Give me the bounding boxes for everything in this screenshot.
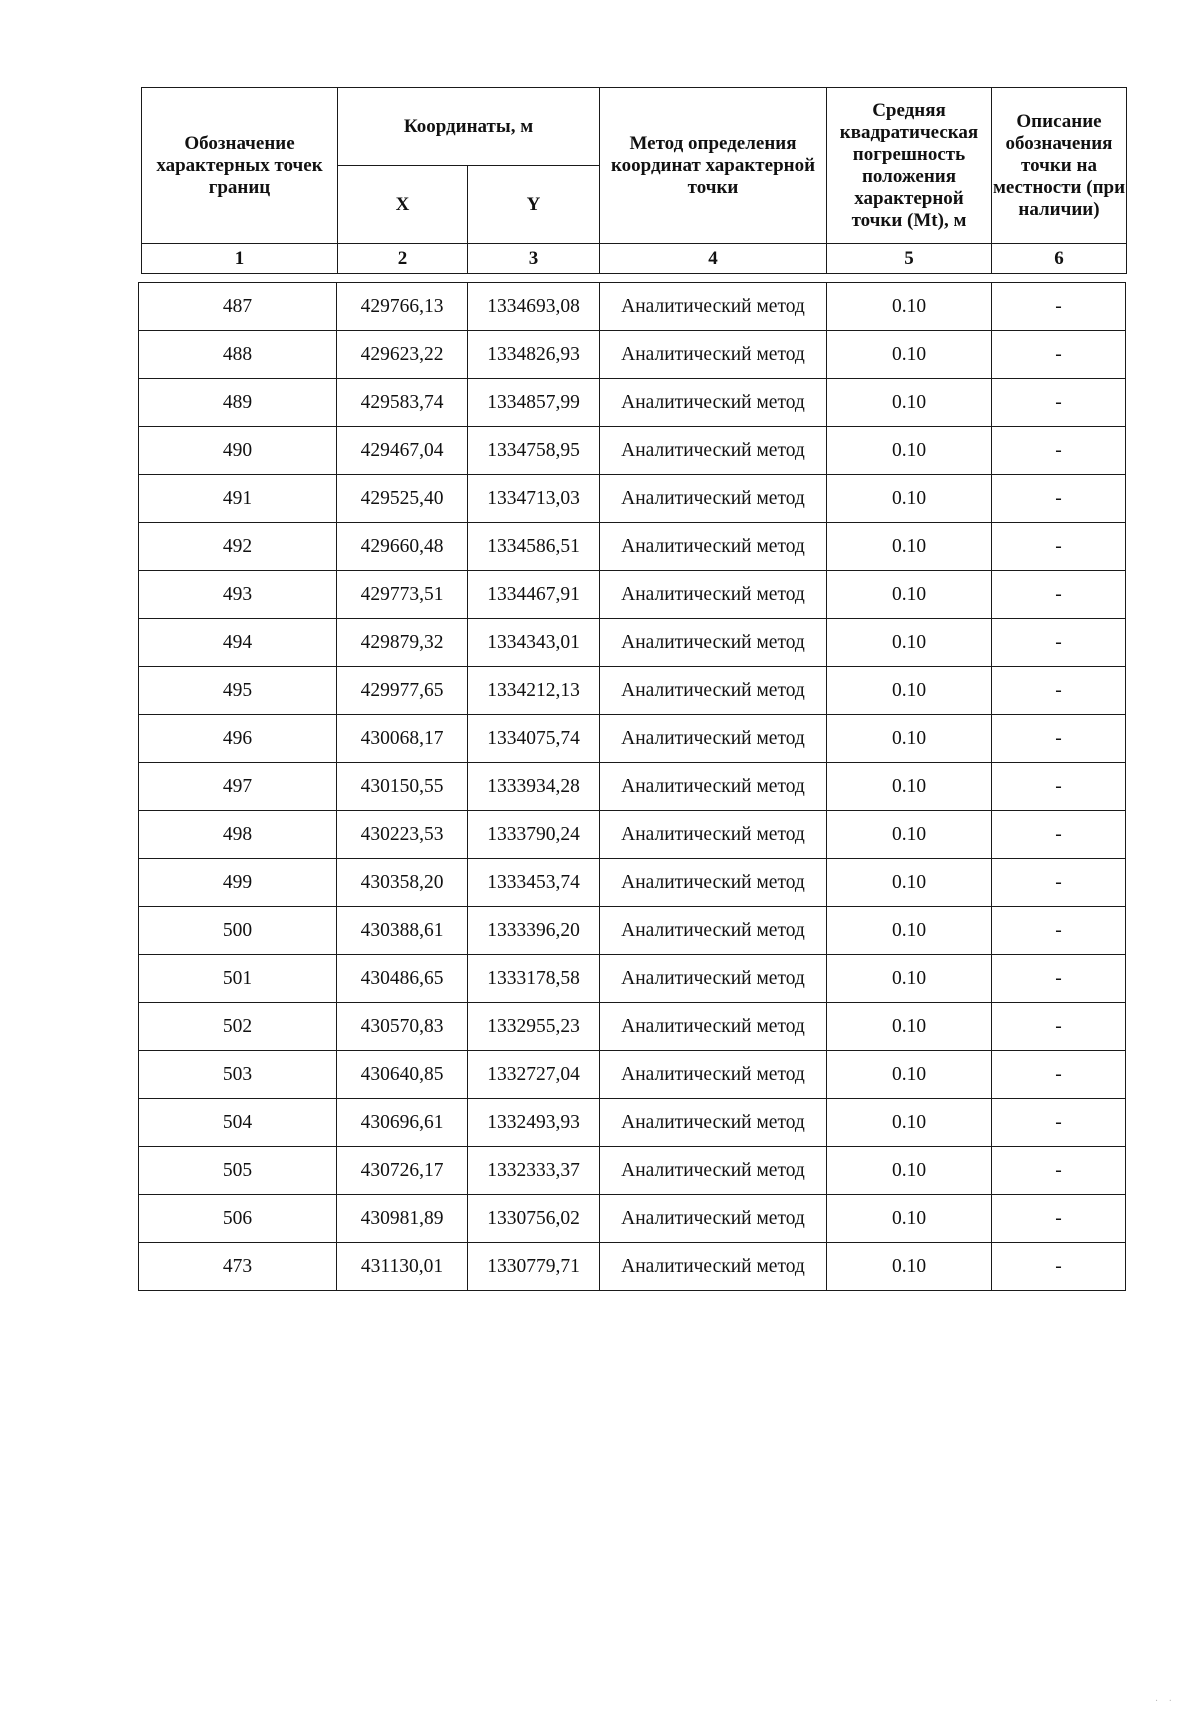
table-row [139, 379, 1126, 427]
table-row [139, 331, 1126, 379]
table-row [139, 1243, 1126, 1291]
cell-description: - [992, 1243, 1126, 1291]
scan-specks: · · [1154, 1696, 1176, 1707]
cell-description: - [992, 475, 1126, 523]
cell-y: 1334467,91 [468, 571, 600, 619]
cell-method: Аналитический метод [600, 427, 827, 475]
table-row [139, 619, 1126, 667]
table-row [139, 907, 1126, 955]
cell-y: 1334713,03 [468, 475, 600, 523]
cell-method: Аналитический метод [600, 1147, 827, 1195]
cell-method: Аналитический метод [600, 331, 827, 379]
cell-method: Аналитический метод [600, 523, 827, 571]
cell-point-id: 487 [139, 283, 337, 331]
cell-description: - [992, 715, 1126, 763]
cell-point-id: 501 [139, 955, 337, 1003]
cell-description: - [992, 1051, 1126, 1099]
header-coordinates: Координаты, м [338, 88, 600, 166]
table-row [139, 283, 1126, 331]
cell-x: 429660,48 [337, 523, 468, 571]
column-number: 1 [142, 244, 338, 274]
header-method: Метод определения координат характерной точки [600, 88, 827, 244]
cell-x: 429525,40 [337, 475, 468, 523]
cell-y: 1334826,93 [468, 331, 600, 379]
cell-method: Аналитический метод [600, 811, 827, 859]
cell-x: 430223,53 [337, 811, 468, 859]
cell-y: 1332493,93 [468, 1099, 600, 1147]
cell-x: 430150,55 [337, 763, 468, 811]
table-header [141, 87, 1127, 274]
cell-error: 0.10 [827, 283, 992, 331]
cell-x: 430358,20 [337, 859, 468, 907]
cell-error: 0.10 [827, 1003, 992, 1051]
cell-y: 1333178,58 [468, 955, 600, 1003]
cell-error: 0.10 [827, 667, 992, 715]
column-number: 5 [827, 244, 992, 274]
cell-point-id: 489 [139, 379, 337, 427]
cell-x: 429773,51 [337, 571, 468, 619]
table-row [139, 811, 1126, 859]
cell-y: 1332727,04 [468, 1051, 600, 1099]
cell-y: 1333453,74 [468, 859, 600, 907]
cell-method: Аналитический метод [600, 1099, 827, 1147]
cell-point-id: 493 [139, 571, 337, 619]
cell-point-id: 500 [139, 907, 337, 955]
cell-error: 0.10 [827, 475, 992, 523]
header-x: X [338, 166, 468, 244]
cell-y: 1334758,95 [468, 427, 600, 475]
cell-method: Аналитический метод [600, 571, 827, 619]
cell-error: 0.10 [827, 1099, 992, 1147]
cell-description: - [992, 331, 1126, 379]
cell-description: - [992, 1147, 1126, 1195]
coordinates-table [138, 282, 1126, 1291]
cell-method: Аналитический метод [600, 1003, 827, 1051]
table-row [139, 763, 1126, 811]
cell-error: 0.10 [827, 859, 992, 907]
cell-x: 430068,17 [337, 715, 468, 763]
cell-point-id: 495 [139, 667, 337, 715]
cell-x: 429623,22 [337, 331, 468, 379]
cell-error: 0.10 [827, 715, 992, 763]
cell-error: 0.10 [827, 523, 992, 571]
cell-y: 1333396,20 [468, 907, 600, 955]
table-row [139, 1051, 1126, 1099]
cell-point-id: 502 [139, 1003, 337, 1051]
cell-error: 0.10 [827, 379, 992, 427]
table-row [139, 667, 1126, 715]
cell-description: - [992, 811, 1126, 859]
cell-point-id: 499 [139, 859, 337, 907]
cell-description: - [992, 283, 1126, 331]
cell-description: - [992, 1003, 1126, 1051]
cell-x: 430570,83 [337, 1003, 468, 1051]
cell-method: Аналитический метод [600, 379, 827, 427]
cell-y: 1334212,13 [468, 667, 600, 715]
cell-error: 0.10 [827, 811, 992, 859]
cell-point-id: 497 [139, 763, 337, 811]
cell-method: Аналитический метод [600, 475, 827, 523]
header-y: Y [468, 166, 600, 244]
table-row [139, 1147, 1126, 1195]
cell-method: Аналитический метод [600, 859, 827, 907]
cell-y: 1334857,99 [468, 379, 600, 427]
cell-y: 1332955,23 [468, 1003, 600, 1051]
cell-method: Аналитический метод [600, 955, 827, 1003]
table-row [139, 1195, 1126, 1243]
cell-method: Аналитический метод [600, 1243, 827, 1291]
cell-error: 0.10 [827, 763, 992, 811]
table-row [139, 523, 1126, 571]
cell-method: Аналитический метод [600, 1051, 827, 1099]
cell-error: 0.10 [827, 955, 992, 1003]
cell-method: Аналитический метод [600, 907, 827, 955]
cell-point-id: 504 [139, 1099, 337, 1147]
cell-method: Аналитический метод [600, 283, 827, 331]
cell-y: 1330779,71 [468, 1243, 600, 1291]
cell-method: Аналитический метод [600, 1195, 827, 1243]
cell-error: 0.10 [827, 427, 992, 475]
cell-description: - [992, 1099, 1126, 1147]
cell-error: 0.10 [827, 331, 992, 379]
cell-point-id: 490 [139, 427, 337, 475]
table-row [139, 475, 1126, 523]
cell-x: 430696,61 [337, 1099, 468, 1147]
table-row [139, 1003, 1126, 1051]
cell-x: 430726,17 [337, 1147, 468, 1195]
cell-error: 0.10 [827, 619, 992, 667]
cell-error: 0.10 [827, 1051, 992, 1099]
cell-y: 1333934,28 [468, 763, 600, 811]
header-designation: Обозначение характерных точек границ [142, 88, 338, 244]
column-number: 6 [992, 244, 1127, 274]
table-row [139, 1099, 1126, 1147]
cell-x: 429583,74 [337, 379, 468, 427]
cell-y: 1332333,37 [468, 1147, 600, 1195]
cell-x: 430640,85 [337, 1051, 468, 1099]
cell-error: 0.10 [827, 1147, 992, 1195]
cell-description: - [992, 907, 1126, 955]
cell-x: 430388,61 [337, 907, 468, 955]
cell-y: 1334693,08 [468, 283, 600, 331]
cell-point-id: 491 [139, 475, 337, 523]
cell-point-id: 496 [139, 715, 337, 763]
cell-point-id: 498 [139, 811, 337, 859]
table-row [139, 955, 1126, 1003]
cell-x: 429467,04 [337, 427, 468, 475]
cell-x: 431130,01 [337, 1243, 468, 1291]
cell-x: 429977,65 [337, 667, 468, 715]
cell-description: - [992, 763, 1126, 811]
cell-error: 0.10 [827, 1243, 992, 1291]
header-description: Описание обозначения точки на местности (при наличии) [992, 88, 1127, 244]
cell-point-id: 494 [139, 619, 337, 667]
cell-method: Аналитический метод [600, 619, 827, 667]
cell-y: 1334343,01 [468, 619, 600, 667]
cell-description: - [992, 859, 1126, 907]
cell-x: 429879,32 [337, 619, 468, 667]
cell-method: Аналитический метод [600, 763, 827, 811]
cell-x: 430486,65 [337, 955, 468, 1003]
cell-y: 1330756,02 [468, 1195, 600, 1243]
table-body [139, 283, 1126, 1291]
table-row [139, 715, 1126, 763]
cell-y: 1334586,51 [468, 523, 600, 571]
cell-point-id: 488 [139, 331, 337, 379]
column-number: 3 [468, 244, 600, 274]
header-error: Средняя квадратическая погрешность положения характерной точки (Mt), м [827, 88, 992, 244]
cell-method: Аналитический метод [600, 667, 827, 715]
cell-description: - [992, 379, 1126, 427]
table-row [139, 571, 1126, 619]
cell-error: 0.10 [827, 1195, 992, 1243]
cell-error: 0.10 [827, 571, 992, 619]
cell-description: - [992, 619, 1126, 667]
cell-description: - [992, 1195, 1126, 1243]
table-row [139, 427, 1126, 475]
cell-y: 1333790,24 [468, 811, 600, 859]
cell-point-id: 492 [139, 523, 337, 571]
cell-point-id: 506 [139, 1195, 337, 1243]
column-number: 2 [338, 244, 468, 274]
cell-point-id: 473 [139, 1243, 337, 1291]
column-number: 4 [600, 244, 827, 274]
table-row [139, 859, 1126, 907]
cell-description: - [992, 955, 1126, 1003]
cell-x: 430981,89 [337, 1195, 468, 1243]
cell-error: 0.10 [827, 907, 992, 955]
cell-point-id: 505 [139, 1147, 337, 1195]
cell-x: 429766,13 [337, 283, 468, 331]
cell-description: - [992, 667, 1126, 715]
cell-description: - [992, 427, 1126, 475]
cell-description: - [992, 571, 1126, 619]
cell-point-id: 503 [139, 1051, 337, 1099]
cell-description: - [992, 523, 1126, 571]
cell-method: Аналитический метод [600, 715, 827, 763]
cell-y: 1334075,74 [468, 715, 600, 763]
